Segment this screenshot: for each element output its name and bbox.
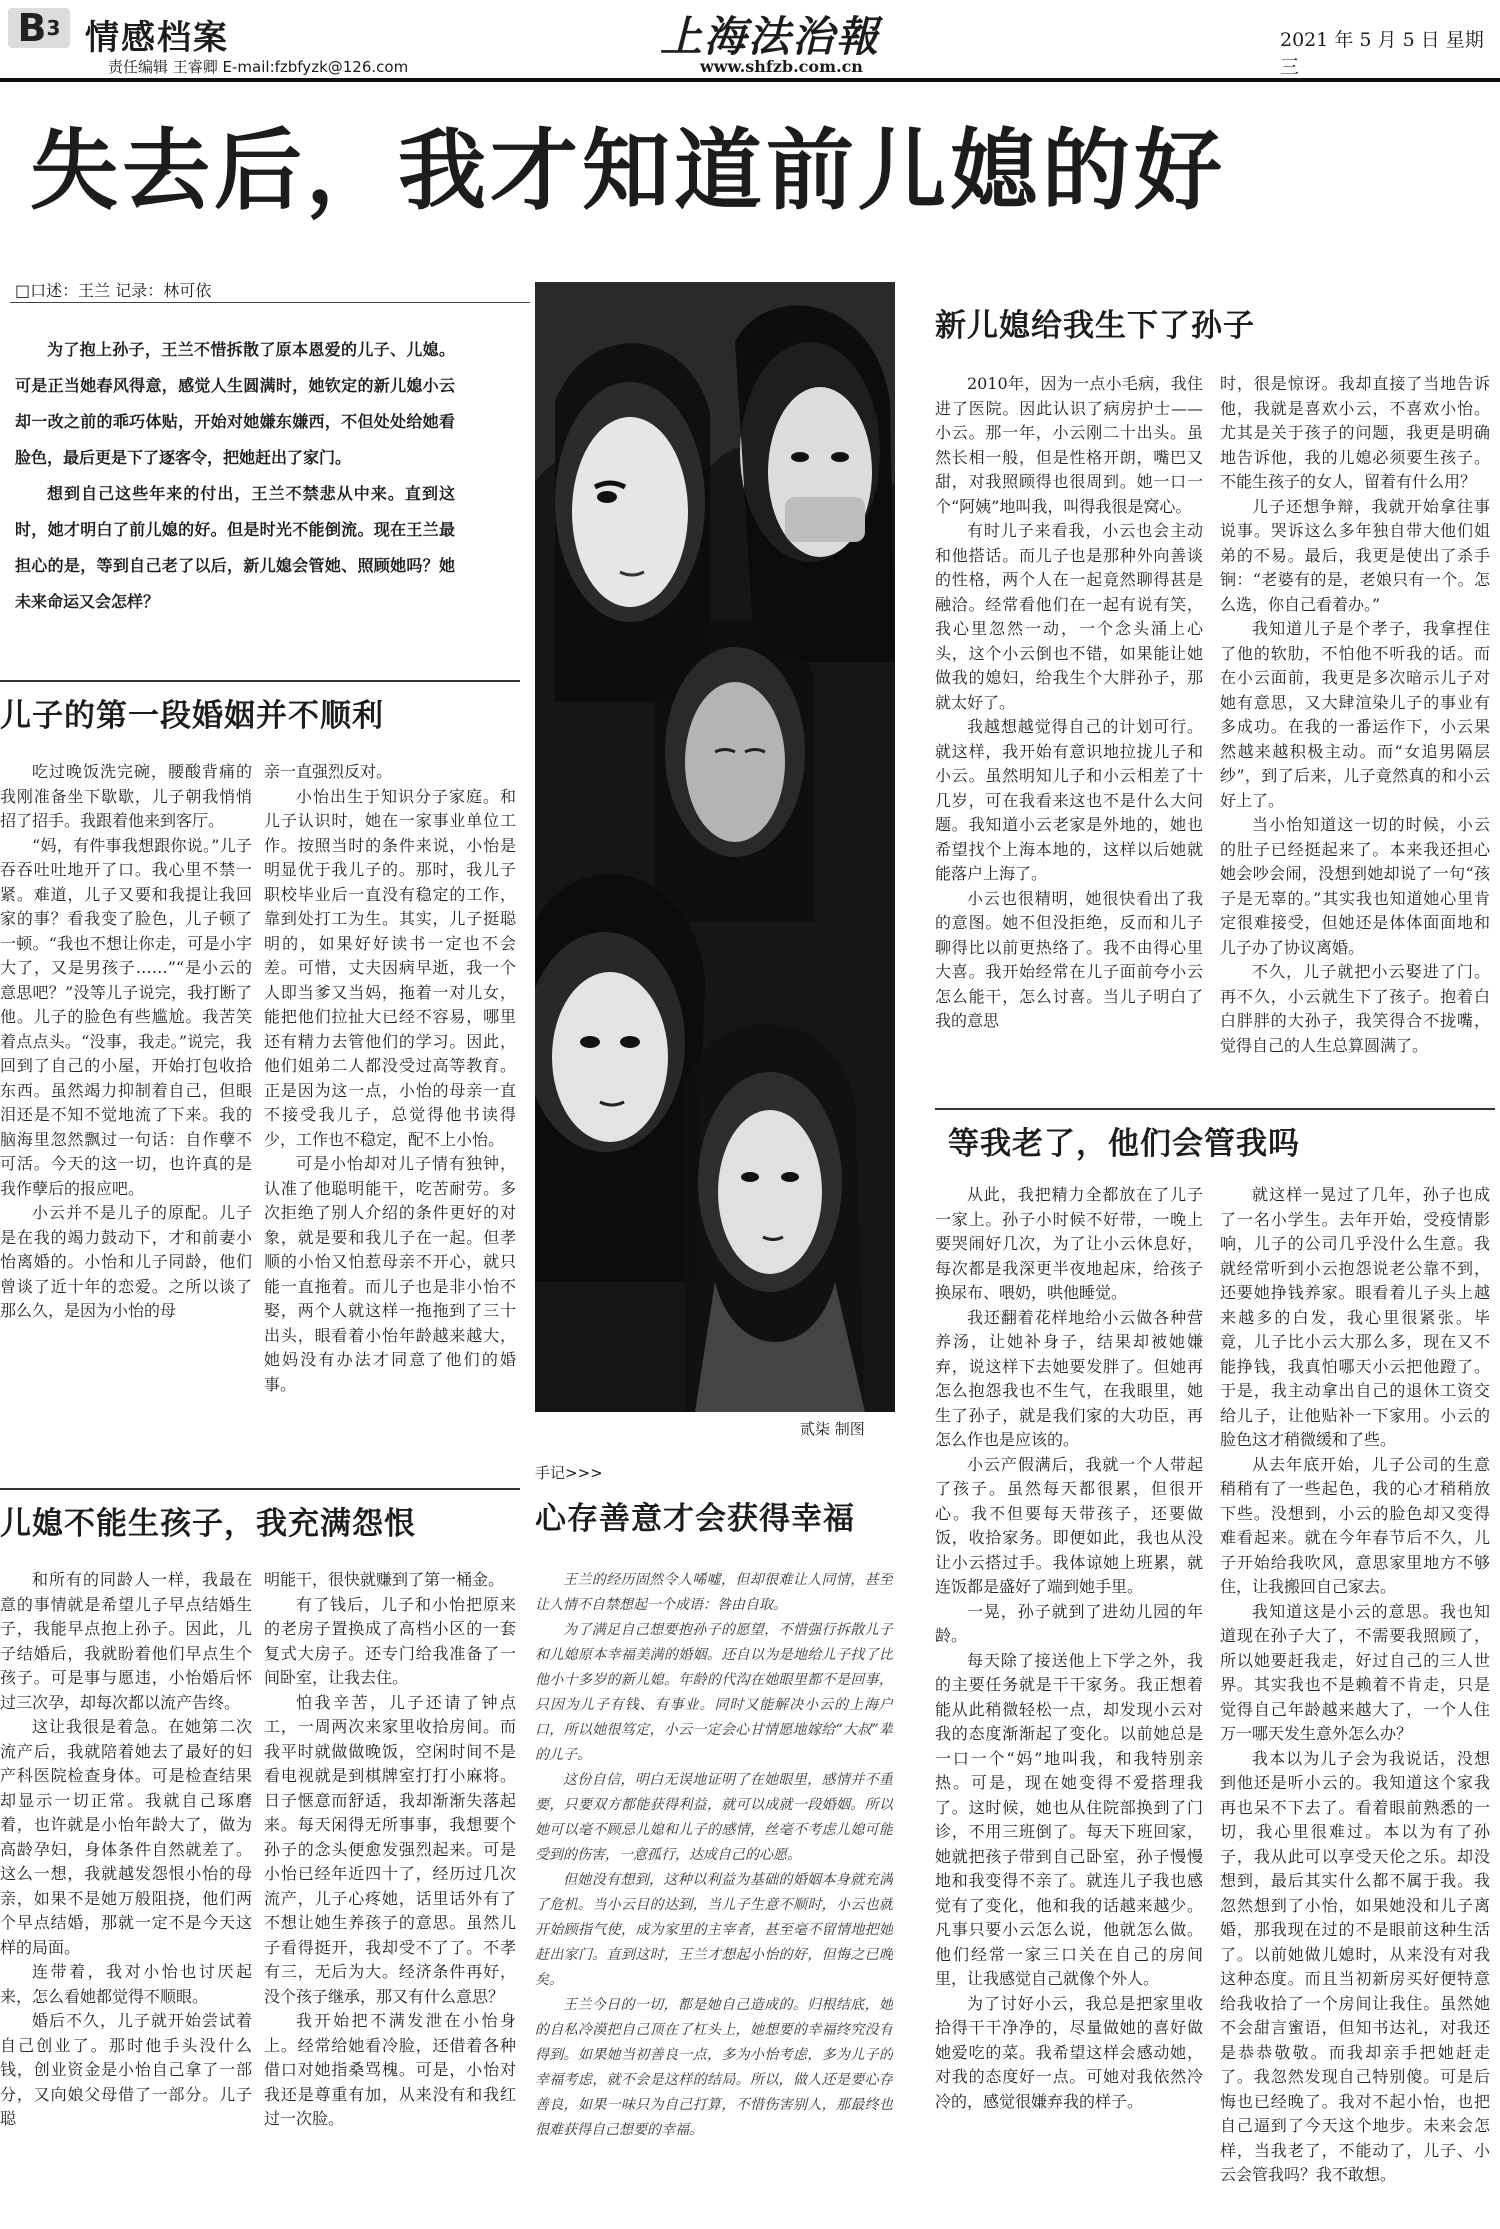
illustration-drawing	[535, 282, 895, 1412]
section3-column-b	[1220, 372, 1490, 1100]
paragraph: 小云产假满后，我就一个人带起了孩子。虽然每天都很累，但很开心。我不但要每天带孩子，还要做饭，收拾家务。即便如此，我也从没让小云搭过手。我体谅她上班累，就连饭都是盛好了端到她手里。	[935, 1454, 1203, 1596]
paragraph: 我还翻着花样地给小云做各种营养汤，让她补身子，结果却被她嫌弃，说这样下去她要发胖了。但她再怎么抱怨我也不生气，在我眼里，她生了孙子，就是我们家的大功臣，再怎么作也是应该的。	[935, 1307, 1203, 1449]
subheading-5: 心存善意才会获得幸福	[535, 1501, 855, 1537]
paragraph: “妈，有件事我想跟你说。”儿子吞吞吐吐地开了口。我心里不禁一紧。难道，儿子又要和我提让我回家的事？看我变了脸色，儿子顿了一顿。“我也不想让你走，可是小宇大了，又是男孩子……”“是小云的意思吧？”没等儿子说完，我打断了他。儿子的脸色有些尴尬。我苦笑着点点头。“没事，我走。”说完，我回到了自己的小屋，开始打包收拾东西。虽然竭力抑制着自己，但眼泪还是不知不觉地流了下来。我的脑海里忽然飘过一句话：自作孽不可活。今天的这一切，也许真的是我作孽后的报应吧。	[0, 835, 252, 1198]
paragraph: 从去年底开始，儿子公司的生意稍稍有了一些起色，我的心才稍稍放下些。没想到，小云的脸色却又变得难看起来。就在今年春节后不久，儿子开始给我吹风，意思家里地方不够住，让我搬回自己家去。	[1220, 1454, 1490, 1596]
section4-column-b	[1220, 1183, 1490, 2223]
subheading-4: 等我老了，他们会管我吗	[948, 1126, 1300, 1162]
paragraph: 和所有的同龄人一样，我最在意的事情就是希望儿子早点结婚生子，我能早点抱上孙子。因此，儿子结婚后，我就盼着他们早点生个孩子。可是事与愿违，小怡婚后怀过三次孕，却每次都以流产告终。	[0, 1570, 252, 1712]
notes-paragraph: 为了满足自己想要抱孙子的愿望，不惜强行拆散儿子和儿媳原本幸福美满的婚姻。还自以为是地给儿子找了比他小十多岁的新儿媳。年龄的代沟在她眼里都不是回事，只因为儿子有钱、有事业。同时又能解决小云的上海户口，所以她很笃定，小云一定会心甘情愿地嫁给“大叔”辈的儿子。	[535, 1622, 893, 1763]
paragraph: 不久，儿子就把小云娶进了门。再不久，小云就生下了孩子。抱着白白胖胖的大孙子，我笑得合不拢嘴，觉得自己的人生总算圆满了。	[1220, 962, 1490, 1055]
section4-column-a	[935, 1183, 1203, 2223]
paragraph: 有了钱后，儿子和小怡把原来的老房子置换成了高档小区的一套复式大房子。还专门给我准备了一间卧室，让我去住。	[264, 1594, 516, 1687]
paragraph: 这让我很是着急。在她第二次流产后，我就陪着她去了最好的妇产科医院检查身体。可是检查结果却显示一切正常。我就自己琢磨着，也许就是小怡年龄大了，做为高龄孕妇，身体条件自然就差了。这么一想，我就越发怨恨小怡的母亲，如果不是她万般阻挠，他们两个早点结婚，那就一定不是今天这样的局面。	[0, 1717, 252, 1957]
page-badge	[8, 8, 70, 48]
byline-divider	[10, 302, 530, 303]
paragraph: 小云也很精明，她很快看出了我的意图。她不但没拒绝，反而和儿子聊得比以前更热络了。我不由得心里大喜。我开始经常在儿子面前夸小云怎么能干，怎么讨喜。当儿子明白了我的意思	[935, 888, 1203, 1030]
paragraph: 吃过晚饭洗完碗，腰酸背痛的我刚准备坐下歇歇，儿子朝我悄悄招了招手。我跟着他来到客厅。	[0, 762, 252, 830]
notes-paragraph: 王兰今日的一切，都是她自己造成的。归根结底，她的自私冷漠把自己顶在了杠头上，她想要的幸福终究没有得到。如果她当初善良一点，多为小怡考虑，多为儿子的幸福考虑，就不会是这样的结局。所以，做人还是要心存善良，如果一味只为自己打算，不惜伤害别人，那最终也很难获得自己想要的幸福。	[535, 1997, 893, 2138]
paragraph: 亲一直强烈反对。	[264, 762, 393, 781]
section-divider	[935, 1108, 1495, 1110]
paragraph: 我知道这是小云的意思。我也知道现在孙子大了，不需要我照顾了，所以她要赶我走，好过自己的三人世界。其实我也不是赖着不肯走，只是觉得自己年龄越来越大了，一个人住万一哪天发生意外怎么办？	[1220, 1601, 1490, 1743]
newspaper-url[interactable]: www.shfzb.com.cn	[700, 57, 863, 76]
header-divider	[0, 78, 1500, 82]
section-divider	[0, 1488, 520, 1490]
subheading-2: 儿媳不能生孩子，我充满怨恨	[0, 1506, 416, 1542]
illustration	[535, 282, 895, 1412]
paragraph: 小云并不是儿子的原配。儿子是在我的竭力鼓动下，才和前妻小怡离婚的。小怡和儿子同龄，他们曾谈了近十年的恋爱。之所以谈了那么久，是因为小怡的母	[0, 1203, 252, 1320]
paragraph: 一晃，孙子就到了进幼儿园的年龄。	[935, 1601, 1203, 1645]
page-number: 3	[46, 16, 61, 40]
notes-paragraph: 但她没有想到，这种以利益为基础的婚姻本身就充满了危机。当小云目的达到，当儿子生意不顺时，小云也就开始顾指气使，成为家里的主宰者，甚至毫不留情地把她赶出家门。直到这时，王兰才想起小怡的好，但悔之已晚矣。	[535, 1872, 893, 1988]
paragraph: 2010年，因为一点小毛病，我住进了医院。因此认识了病房护士——小云。那一年，小云刚二十出头。虽然长相一般，但是性格开朗，嘴巴又甜，对我照顾得也很周到。她一口一个“阿姨”地叫我，叫得我很是窝心。	[935, 374, 1203, 516]
paragraph: 小怡出生于知识分子家庭。和儿子认识时，她在一家事业单位工作。按照当时的条件来说，小怡是明显优于我儿子的。那时，我儿子职校毕业后一直没有稳定的工作，靠到处打工为生。其实，儿子挺聪明的，如果好好读书一定也不会差。可惜，丈夫因病早逝，我一个人即当爹又当妈，拖着一对儿女，能把他们拉扯大已经不容易，哪里还有精力去管他们的学习。因此，他们姐弟二人都没受过高等教育。正是因为这一点，小怡的母亲一直不接受我儿子，总觉得他书读得少，工作也不稳定，配不上小怡。	[264, 786, 516, 1149]
article-headline: 失去后，我才知道前儿媳的好	[30, 119, 1227, 222]
notes-paragraph: 这份自信，明白无误地证明了在她眼里，感情并不重要，只要双方都能获得利益，就可以成就一段婚姻。所以她可以毫不顾忌儿媳和儿子的感情，丝毫不考虑儿媳可能受到的伤害，一意孤行，达成自己的心愿。	[535, 1772, 893, 1863]
paragraph: 婚后不久，儿子就开始尝试着自己创业了。那时他手头没什么钱，创业资金是小怡自己拿了一部分，又向娘父母借了一部分。儿子聪	[0, 2011, 252, 2128]
illustration-credit: 贰柒 制图	[800, 1420, 865, 1438]
paragraph: 我知道儿子是个孝子，我拿捏住了他的软肋，不怕他不听我的话。而在小云面前，我更是多次暗示儿子对她有意思，又大肆渲染儿子的事业有多成功。在我的一番运作下，小云果然越来越积极主动。而“女追男隔层纱”，到了后来，儿子竟然真的和小云好上了。	[1220, 619, 1490, 810]
paragraph: 可是小怡却对儿子情有独钟，认准了他聪明能干，吃苦耐劳。多次拒绝了别人介绍的条件更好的对象，就是要和我儿子在一起。但孝顺的小怡又怕惹母亲不开心，就只能一直拖着。而儿子也是非小怡不娶，两个人就这样一拖拖到了三十出头，眼看着小怡年龄越来越大，她妈没有办法才同意了他们的婚事。	[264, 1154, 516, 1394]
page-letter: B	[17, 6, 47, 50]
paragraph: 连带着，我对小怡也讨厌起来，怎么看她都觉得不顺眼。	[0, 1962, 252, 2006]
newspaper-masthead: 上海法治報	[659, 12, 880, 61]
subheading-3: 新儿媳给我生下了孙子	[935, 308, 1255, 344]
paragraph: 怕我辛苦，儿子还请了钟点工，一周两次来家里收拾房间。而我平时就做做晚饭，空闲时间不是看电视就是到棋牌室打打小麻将。日子惬意而舒适，我却渐渐失落起来。每天闲得无所事事，我想要个孙子的念头便愈发强烈起来。可是小怡已经年近四十了，经历过几次流产，儿子心疼她，话里话外有了不想让她生养孩子的意思。虽然儿子看得挺开，我却受不了了。不孝有三，无后为大。经济条件再好，没个孩子继承，那又有什么意思？	[264, 1692, 516, 2006]
paragraph: 有时儿子来看我，小云也会主动和他搭话。而儿子也是那种外向善谈的性格，两个人在一起竟然聊得甚是融洽。经常看他们在一起有说有笑，我心里忽然一动，一个念头涌上心头，这个小云倒也不错，如果能让她做我的媳妇，给我生个大胖孙子，那就太好了。	[935, 521, 1203, 712]
notes-paragraph: 王兰的经历固然令人唏嘘，但却很难让人同情，甚至让人情不自禁想起一个成语：咎由自取。	[535, 1572, 893, 1613]
section3-column-a	[935, 372, 1203, 1100]
paragraph: 明能干，很快就赚到了第一桶金。	[264, 1570, 505, 1589]
lede-paragraph: 为了抱上孙子，王兰不惜拆散了原本恩爱的儿子、儿媳。可是正当她春风得意，感觉人生圆满时，她钦定的新儿媳小云却一改之前的乖巧体贴，开始对她嫌东嫌西，不但处处给她看脸色，最后更是下了逐客令，把她赶出了家门。	[15, 340, 455, 467]
paragraph: 就这样一晃过了几年，孙子也成了一名小学生。去年开始，受疫情影响，儿子的公司几乎没什么生意。我就经常听到小云抱怨说老公靠不到，还要她挣钱养家。眼看着儿子头上越来越多的白发，我心里很紧张。毕竟，儿子比小云大那么多，现在又不能挣钱，我真怕哪天小云把他蹬了。于是，我主动拿出自己的退休工资交给儿子，让他贴补一下家用。小云的脸色这才稍微缓和了些。	[1220, 1185, 1490, 1449]
section-name: 情感档案	[85, 18, 229, 58]
paragraph: 每天除了接送他上下学之外，我的主要任务就是干干家务。我正想着能从此稍微轻松一点，却发现小云对我的态度渐渐起了变化。以前她总是一口一个“妈”地叫我，和我特别亲热。可是，现在她变得不爱搭理我了。这时候，她也从住院部换到了门诊，不用三班倒了。每天下班回家，她就把孩子带到自己卧室，孙子慢慢地和我变得不亲了。就连儿子我也感觉有了变化，他和我的话越来越少。凡事只要小云怎么说，他就怎么做。他们经常一家三口关在自己的房间里，让我感觉自己就像个外人。	[935, 1650, 1203, 1988]
paragraph: 我开始把不满发泄在小怡身上。经常给她看冷脸，还借着各种借口对她指桑骂槐。可是，小怡对我还是尊重有加，从来没有和我红过一次脸。	[264, 2011, 516, 2128]
section-divider	[0, 680, 520, 682]
paragraph: 我越想越觉得自己的计划可行。就这样，我开始有意识地拉拢儿子和小云。虽然明知儿子和小云相差了十几岁，可在我看来这也不是什么大问题。我知道小云老家是外地的，她也希望找个上海本地的，这样以后她就能落户上海了。	[935, 717, 1203, 883]
section2-column-a	[0, 1568, 252, 2223]
paragraph: 儿子还想争辩，我就开始拿往事说事。哭诉这么多年独自带大他们姐弟的不易。最后，我更是使出了杀手锏：“老婆有的是，老娘只有一个。怎么选，你自己看着办。”	[1220, 496, 1490, 614]
paragraph: 当小怡知道这一切的时候，小云的肚子已经挺起来了。本来我还担心她会吵会闹，没想到她却说了一句“孩子是无辜的。”其实我也知道她心里肯定很难接受，但她还是体体面面地和儿子办了协议离婚。	[1220, 815, 1490, 957]
paragraph: 从此，我把精力全都放在了儿子一家上。孙子小时候不好带，一晚上要哭闹好几次，为了让小云休息好，每次都是我深更半夜地起床，给孩子换尿布、喂奶，哄他睡觉。	[935, 1185, 1203, 1302]
notes-label: 手记>>>	[535, 1464, 603, 1482]
subheading-1: 儿子的第一段婚姻并不顺利	[0, 698, 384, 734]
lede-paragraph: 想到自己这些年来的付出，王兰不禁悲从中来。直到这时，她才明白了前儿媳的好。但是时光不能倒流。现在王兰最担心的是，等到自己老了以后，新儿媳会管她、照顾她吗？她未来命运又会怎样？	[15, 484, 455, 611]
paragraph: 我本以为儿子会为我说话，没想到他还是听小云的。我知道这个家我再也呆不下去了。看着眼前熟悉的一切，我心里很难过。本以为有了孙子，我从此可以享受天伦之乐。却没想到，最后其实什么都不属于我。我忽然想到了小怡，如果她没和儿子离婚，那我现在过的不是眼前这种生活了。以前她做儿媳时，从来没有对我这种态度。而且当初新房买好便特意给我收拾了一个房间让我住。虽然她不会甜言蜜语，但知书达礼，对我还是恭恭敬敬。而我却亲手把她赶走了。我忽然发现自己特别傻。可是后悔也已经晚了。我对不起小怡，也把自己逼到了今天这个地步。未来会怎样，当我老了，不能动了，儿子、小云会管我吗？我不敢想。	[1220, 1748, 1490, 2184]
section1-column-a	[0, 760, 252, 1452]
article-byline: □口述：王兰 记录：林可依	[15, 281, 212, 300]
editor-info: 责任编辑 王睿卿 E-mail:fzbfyzk@126.com	[108, 58, 409, 76]
issue-date: 2021 年 5 月 5 日 星期三	[1280, 29, 1484, 78]
article-lede	[15, 332, 455, 620]
section2-column-b	[264, 1568, 516, 2223]
editor-notes	[535, 1568, 893, 2223]
paragraph: 为了讨好小云，我总是把家里收拾得干干净净的，尽量做她的喜好做她爱吃的菜。我希望这样会感动她，对我的态度好一点。可她对我依然冷冷的，感觉很嫌弃我的样子。	[935, 1993, 1203, 2111]
paragraph: 时，很是惊讶。我却直接了当地告诉他，我就是喜欢小云，不喜欢小怡。尤其是关于孩子的问题，我更是明确地告诉他，我的儿媳必须要生孩子。不能生孩子的女人，留着有什么用？	[1220, 374, 1490, 491]
section1-column-b	[264, 760, 516, 1452]
